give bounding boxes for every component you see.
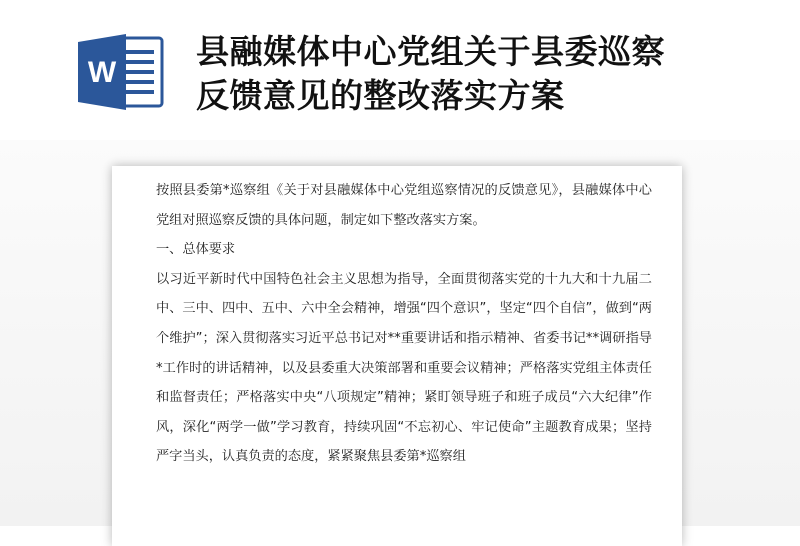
document-page [112,166,682,546]
paragraph-body: 以习近平新时代中国特色社会主义思想为指导，全面贯彻落实党的十九大和十九届二中、三中、四中、五中、六中全会精神，增强“四个意识”，坚定“四个自信”，做到“两个维护”；深入贯彻落实习近平总书记对**重要讲话和指示精神、省委书记**调研指导*工作时的讲话精神，以及县委重大决策部署和重要会议精神；严格落实党组主体责任和监督责任；严格落实中央“八项规定”精神；紧盯领导班子和班子成员“六大纪律”作风，深化“两学一做”学习教育，持续巩固“不忘初心、牢记使命”主题教育成果；坚持严字当头，认真负责的态度，紧紧聚焦县委第*巡察组 [156,271,652,465]
document-body [156,176,652,472]
title-line-2: 反馈意见的整改落实方案 [196,76,565,115]
page-title [196,30,776,118]
paragraph-intro: 按照县委第*巡察组《关于对县融媒体中心党组巡察情况的反馈意见》，县融媒体中心党组对照巡察反馈的具体问题，制定如下整改落实方案。 [156,183,652,228]
header [0,0,800,140]
title-line-1: 县融媒体中心党组关于县委巡察 [196,32,665,71]
word-document-icon [76,32,166,112]
word-icon-letter: W [87,56,117,89]
section-heading: 一、总体要求 [156,242,236,258]
